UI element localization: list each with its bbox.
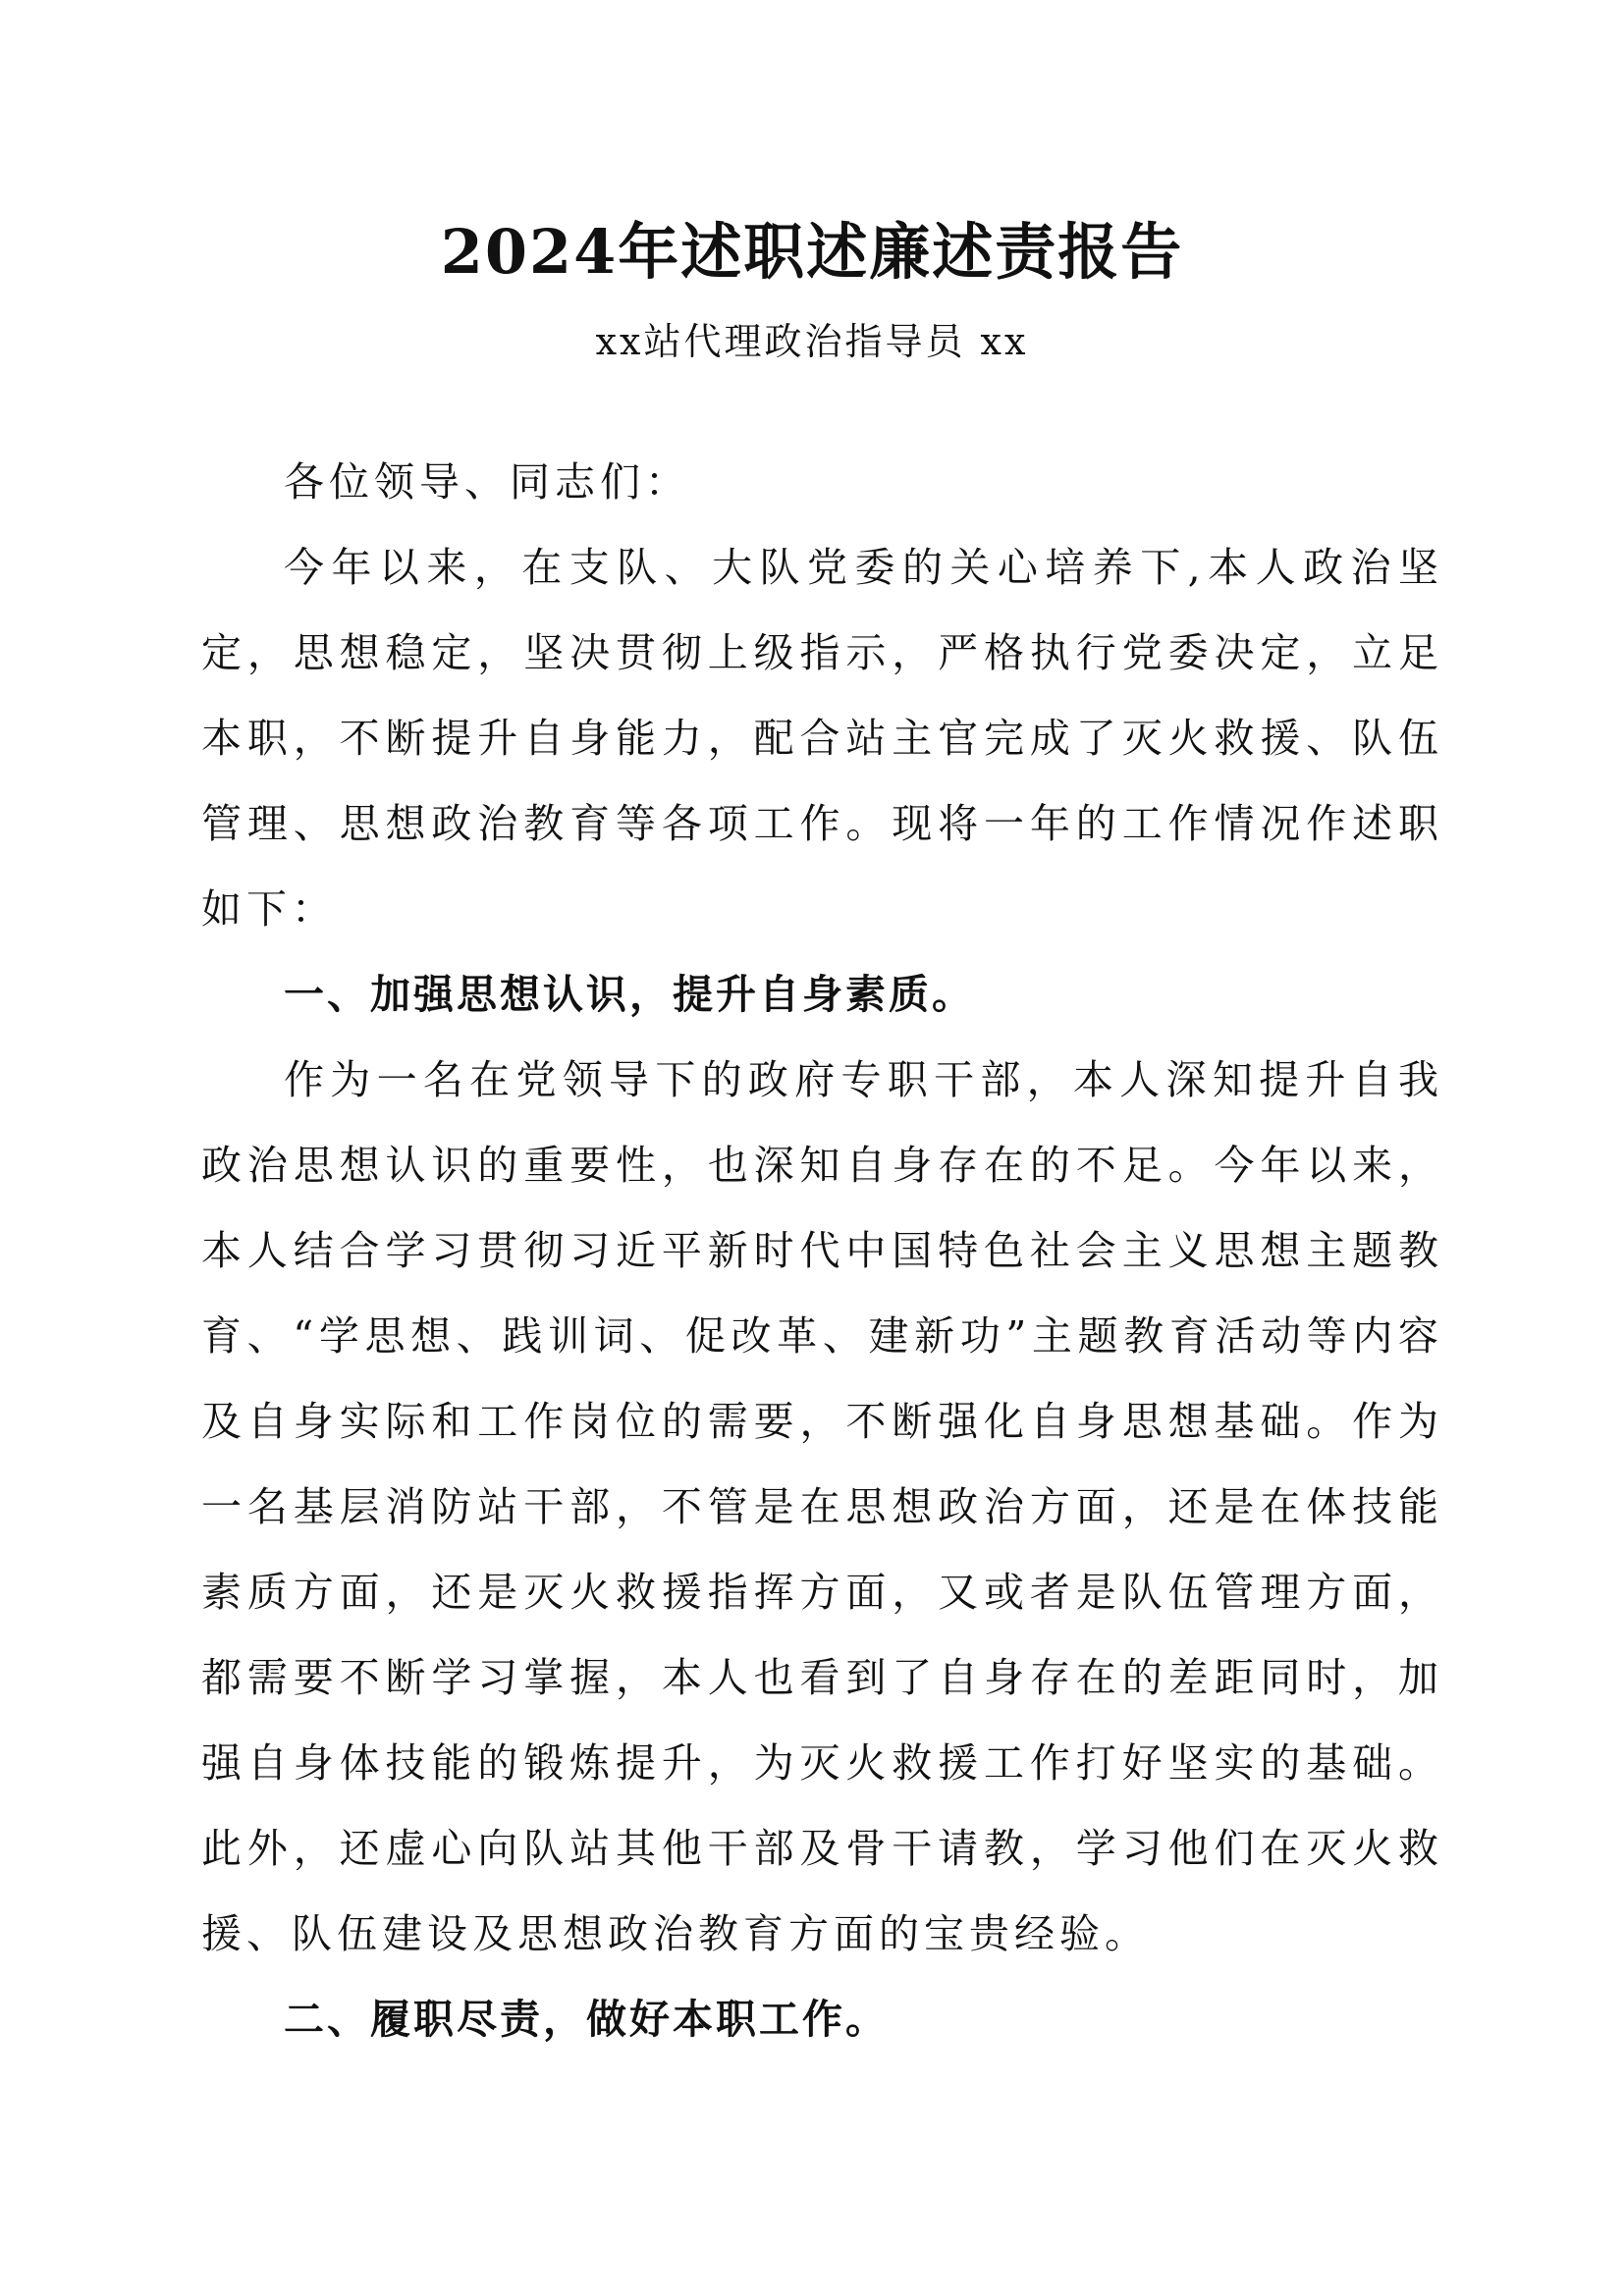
document-body xyxy=(201,440,1443,2062)
section-1-paragraph: 作为一名在党领导下的政府专职干部，本人深知提升自我政治思想认识的重要性，也深知自身存在的不足。今年以来，本人结合学习贯彻习近平新时代中国特色社会主义思想主题教育、“学思想、践训词、促改革、建新功”主题教育活动等内容及自身实际和工作岗位的需要，不断强化自身思想基础。作为一名基层消防站干部，不管是在思想政治方面，还是在体技能素质方面，还是灭火救援指挥方面，又或者是队伍管理方面，都需要不断学习掌握，本人也看到了自身存在的差距同时，加强自身体技能的锻炼提升，为灭火救援工作打好坚实的基础。此外，还虚心向队站其他干部及骨干请教，学习他们在灭火救援、队伍建设及思想政治教育方面的宝贵经验。 xyxy=(201,1056,1443,1957)
section-2-heading: 二、履职尽责，做好本职工作。 xyxy=(284,1996,889,2043)
document-title: 2024年述职述廉述责报告 xyxy=(440,216,1184,288)
intro-paragraph: 今年以来，在支队、大队党委的关心培养下,本人政治坚定，思想稳定，坚决贯彻上级指示，严格执行党委决定，立足本职，不断提升自身能力，配合站主官完成了灭火救援、队伍管理、思想政治教育等各项工作。现将一年的工作情况作述职如下： xyxy=(201,544,1443,933)
section-1-heading: 一、加强思想认识，提升自身素质。 xyxy=(284,971,975,1018)
document-author: xx站代理政治指导员 xx xyxy=(595,320,1029,363)
greeting: 各位领导、同志们： xyxy=(284,458,690,506)
